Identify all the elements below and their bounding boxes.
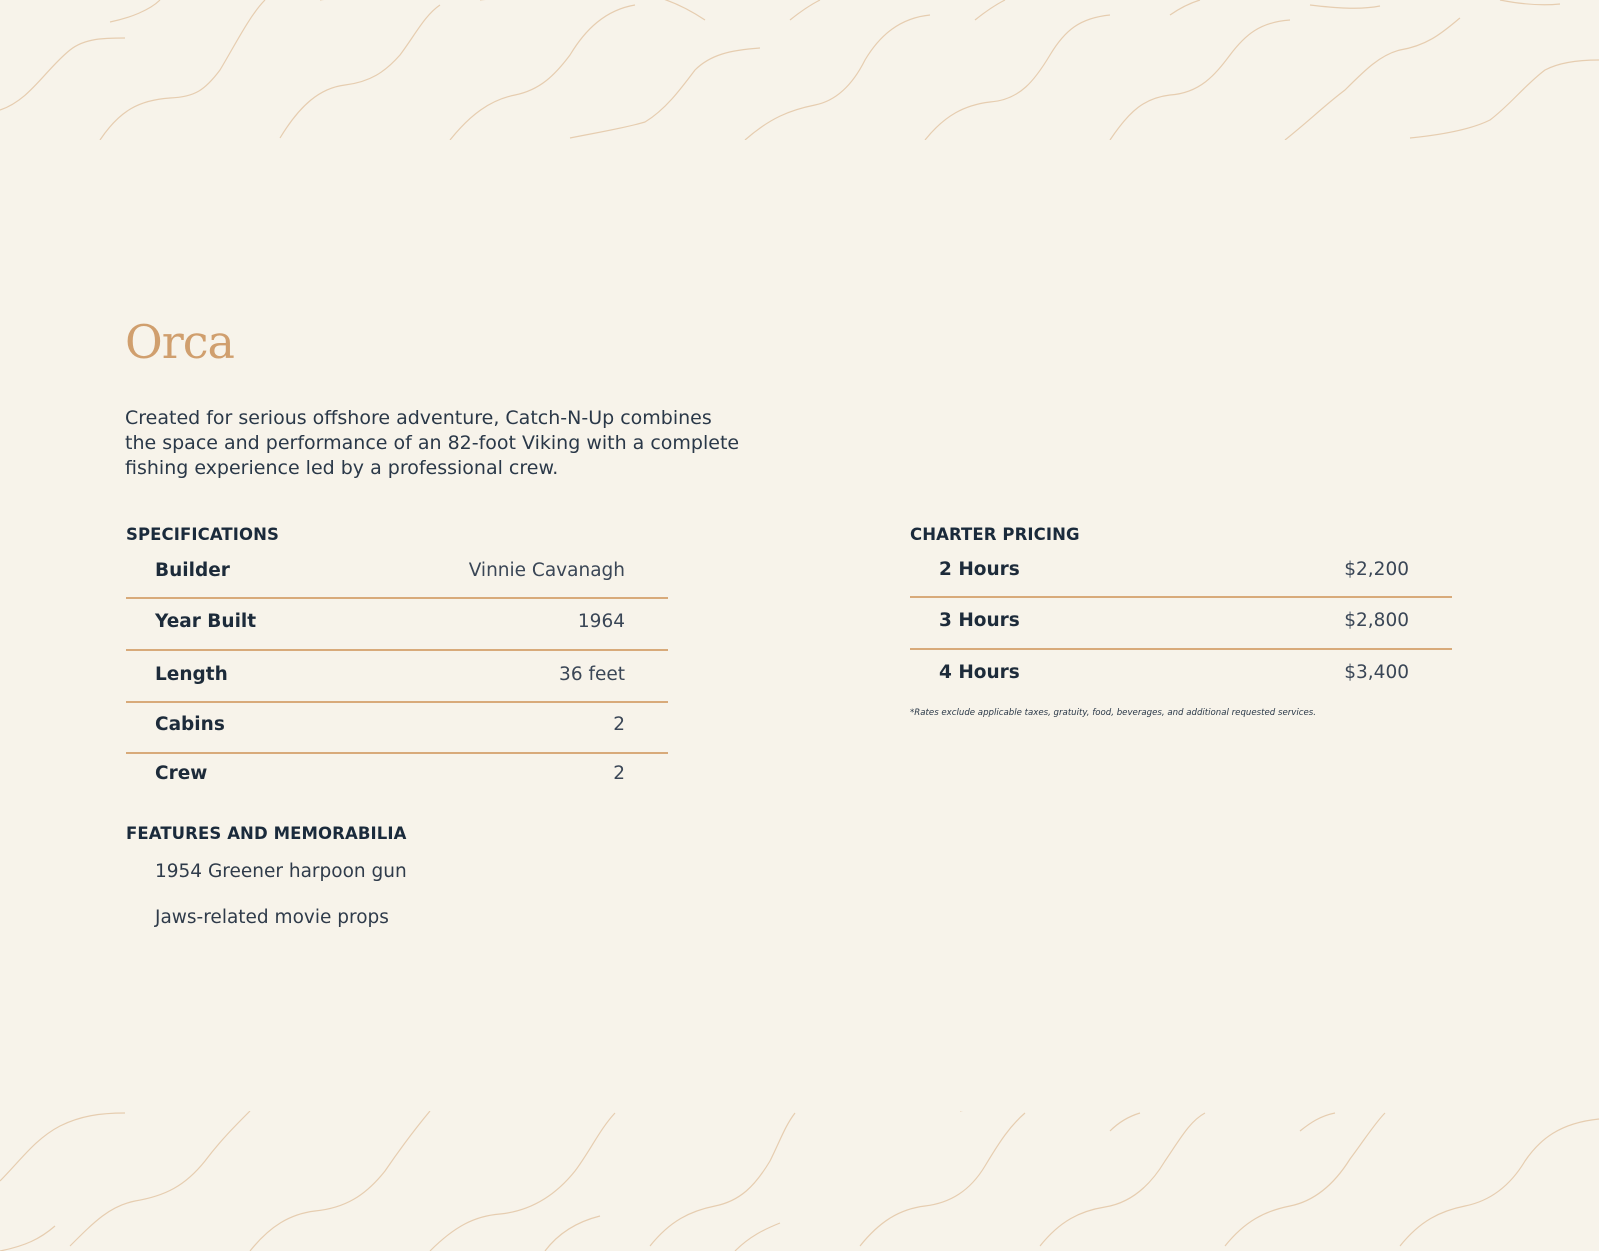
pricing-footnote: *Rates exclude applicable taxes, gratuity, food, beverages, and additional requested services. xyxy=(910,708,1316,718)
price-row-3-hours xyxy=(910,598,1452,650)
page-title: Orca xyxy=(125,315,234,369)
spec-row-builder xyxy=(126,549,668,599)
charter-pricing-table xyxy=(910,548,1452,700)
specifications-heading: SPECIFICATIONS xyxy=(126,525,280,544)
spec-row-cabins xyxy=(126,703,668,754)
charter-pricing-heading: CHARTER PRICING xyxy=(910,525,1080,544)
spec-row-crew xyxy=(126,754,668,804)
feature-item: Jaws-related movie props xyxy=(155,907,389,928)
spec-label: Length xyxy=(155,664,228,685)
price-row-2-hours xyxy=(910,548,1452,598)
spec-label: Cabins xyxy=(155,714,225,735)
spec-value: 2 xyxy=(613,763,625,784)
wave-pattern-bottom xyxy=(0,1111,1599,1251)
spec-value: 1964 xyxy=(577,611,625,632)
features-heading: FEATURES AND MEMORABILIA xyxy=(126,824,407,843)
spec-value: 36 feet xyxy=(559,664,625,685)
features-list xyxy=(155,858,407,950)
price-amount: $3,400 xyxy=(1344,662,1409,683)
intro-paragraph: Created for serious offshore adventure, Catch-N-Up combines the space and performance of an 82-foot Viking with a complete fishing experience led by a professional crew. xyxy=(125,407,740,479)
spec-label: Year Built xyxy=(155,611,257,632)
spec-value: Vinnie Cavanagh xyxy=(468,560,625,581)
feature-item: 1954 Greener harpoon gun xyxy=(155,861,407,882)
price-amount: $2,800 xyxy=(1344,610,1409,631)
spec-label: Crew xyxy=(155,763,208,784)
price-duration: 4 Hours xyxy=(939,662,1020,683)
spec-row-year-built xyxy=(126,599,668,651)
spec-row-length xyxy=(126,651,668,703)
wave-pattern-top xyxy=(0,0,1599,140)
specifications-table xyxy=(126,549,668,804)
spec-label: Builder xyxy=(155,560,230,581)
price-duration: 3 Hours xyxy=(939,610,1020,631)
price-row-4-hours xyxy=(910,650,1452,700)
price-duration: 2 Hours xyxy=(939,559,1020,580)
price-amount: $2,200 xyxy=(1344,559,1409,580)
spec-value: 2 xyxy=(613,714,625,735)
